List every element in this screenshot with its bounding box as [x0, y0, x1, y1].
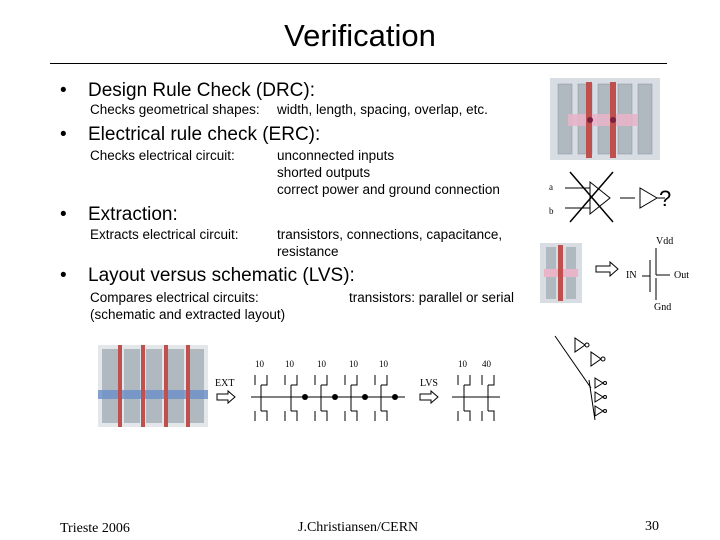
bullet-symbol: •	[60, 80, 67, 101]
erc-question-mark: ?	[659, 186, 672, 211]
footer-location: Trieste 2006	[60, 521, 130, 536]
bullet-symbol: •	[60, 265, 67, 286]
size-label: 10	[349, 359, 358, 369]
bullet-extraction	[60, 204, 178, 226]
drc-detail-right: width, length, spacing, overlap, etc.	[277, 102, 488, 117]
erc-detail-line-1: unconnected inputs	[277, 148, 395, 163]
erc-detail-line-3: correct power and ground connection	[277, 182, 500, 197]
erc-input-a: a	[549, 182, 553, 192]
erc-input-b: b	[549, 206, 554, 216]
extraction-detail-line-1: transistors, connections, capacitance,	[277, 227, 503, 242]
inverter-tree-illustration	[555, 330, 635, 425]
lvs-simplified-transistors	[448, 355, 508, 435]
size-label: 10	[379, 359, 388, 369]
drc-detail-left: Checks geometrical shapes:	[90, 102, 260, 117]
lvs-detail-left-2: (schematic and extracted layout)	[90, 307, 286, 322]
out-label: Out	[674, 270, 689, 281]
bullet-erc	[60, 124, 321, 146]
footer-author: J.Christiansen/CERN	[298, 520, 419, 535]
size-label: 10	[317, 359, 326, 369]
drc-layout-illustration	[550, 78, 660, 160]
extraction-detail-left: Extracts electrical circuit:	[90, 227, 239, 242]
vdd-label: Vdd	[656, 236, 674, 247]
bullet-heading: Electrical rule check (ERC):	[88, 124, 321, 145]
gnd-label: Gnd	[654, 302, 672, 313]
ext-arrow	[217, 391, 235, 403]
erc-gate-illustration	[545, 170, 715, 230]
size-label: 10	[285, 359, 294, 369]
extraction-arrow	[596, 262, 618, 276]
extraction-layout-illustration	[540, 243, 582, 303]
lvs-layout-illustration	[98, 345, 208, 427]
size-label: 10	[255, 359, 264, 369]
lvs-label: LVS	[420, 378, 438, 389]
extraction-detail-line-2: resistance	[277, 244, 339, 259]
page-number: 30	[645, 519, 659, 534]
lvs-detail-right: transistors: parallel or serial	[349, 290, 515, 305]
slide-title: Verification	[284, 18, 436, 53]
lvs-arrow	[420, 391, 438, 403]
bullet-lvs	[60, 265, 355, 287]
bullet-heading: Layout versus schematic (LVS):	[88, 265, 355, 286]
erc-detail-left: Checks electrical circuit:	[90, 148, 235, 163]
title-divider	[50, 63, 667, 64]
bullet-heading: Extraction:	[88, 204, 178, 225]
extracted-inverter-schematic	[622, 230, 714, 312]
bullet-symbol: •	[60, 204, 67, 225]
lvs-detail-left-1: Compares electrical circuits:	[90, 290, 259, 305]
ext-label: EXT	[215, 378, 235, 389]
extracted-transistor-chain	[245, 355, 415, 435]
bullet-symbol: •	[60, 124, 67, 145]
in-label: IN	[626, 270, 637, 281]
bullet-drc	[60, 80, 316, 102]
bullet-heading: Design Rule Check (DRC):	[88, 80, 316, 101]
size-label: 10	[458, 359, 467, 369]
size-label: 40	[482, 359, 491, 369]
erc-detail-line-2: shorted outputs	[277, 165, 371, 180]
